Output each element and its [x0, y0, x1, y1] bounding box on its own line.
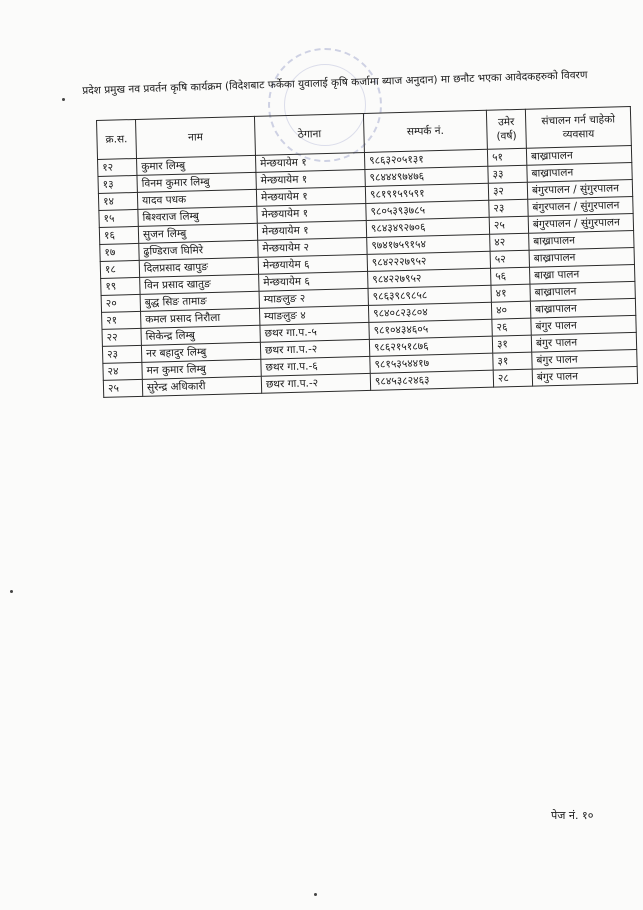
cell-name: ढुण्डिराज घिमिरे — [139, 240, 258, 260]
cell-age: ५१ — [487, 148, 526, 166]
header-sn: क्र.स. — [97, 119, 137, 159]
cell-address: मेन्छयायेम १ — [256, 169, 365, 189]
cell-sn: १८ — [100, 260, 139, 278]
cell-age: २३ — [489, 199, 528, 217]
cell-age: २८ — [493, 369, 532, 387]
cell-phone: ९८१५३५४४१७ — [370, 353, 493, 373]
cell-business: बाख्रापालन — [527, 162, 632, 182]
scan-speck — [314, 893, 317, 896]
cell-phone: ९८६३२०५१३१ — [364, 149, 487, 169]
cell-name: बुद्ध सिङ तामाङ — [140, 291, 259, 311]
cell-age: ३१ — [493, 352, 532, 370]
cell-phone: ९८४४४९७४७६ — [365, 166, 488, 186]
cell-business: बंगुरपालन / सुंगुरपालन — [527, 179, 632, 199]
cell-name: दिलप्रसाद खापुङ — [139, 257, 258, 277]
cell-phone: ९८१९१५९५९१ — [365, 183, 488, 203]
cell-age: २५ — [489, 216, 528, 234]
cell-business: बाख्रापालन — [526, 145, 631, 165]
cell-phone: ९८०५३९३७८५ — [366, 200, 489, 220]
cell-business: बाख्रा पालन — [530, 264, 635, 284]
header-business — [525, 107, 631, 149]
cell-name: नर बहादुर लिम्बु — [141, 342, 260, 362]
cell-phone: ९८४३४९२७०६ — [366, 217, 489, 237]
cell-address: मेन्छयायेम १ — [257, 203, 366, 223]
cell-name: बिश्वराज लिम्बु — [138, 206, 257, 226]
cell-name: सुजन लिम्बु — [138, 223, 257, 243]
header-address: ठेगाना — [254, 113, 364, 155]
cell-business: बाख्रापालन — [530, 298, 635, 318]
cell-phone: ९८४२२७९५२ — [368, 268, 491, 288]
cell-business: बंगुर पालन — [531, 315, 636, 335]
header-name: नाम — [135, 116, 255, 158]
cell-business: बंगुरपालन / सुंगुरपालन — [528, 196, 633, 216]
cell-name: सिकेन्द्र लिम्बु — [141, 325, 260, 345]
header-business-line2: व्यवसाय — [562, 127, 595, 141]
cell-phone: ९८१०४३४६०५ — [369, 319, 492, 339]
cell-sn: २३ — [102, 345, 141, 363]
cell-name: मन कुमार लिम्बु — [142, 359, 261, 379]
cell-age: ५२ — [490, 250, 529, 268]
cell-address: छथर गा.प.-६ — [261, 356, 370, 376]
cell-address: मेन्छयायेम २ — [258, 237, 367, 257]
cell-phone: ९८४५३८२४६३ — [370, 370, 493, 390]
applicants-table-container — [96, 106, 638, 398]
cell-age: ४० — [491, 301, 530, 319]
cell-business: बाख्रापालन — [529, 230, 634, 250]
cell-address: मेन्छयायेम १ — [255, 152, 364, 172]
cell-address: मेन्छयायेम १ — [256, 186, 365, 206]
table-body — [98, 145, 638, 397]
cell-sn: २० — [101, 294, 140, 312]
cell-sn: १२ — [98, 158, 137, 176]
cell-age: २६ — [492, 318, 531, 336]
cell-age: ३२ — [488, 182, 527, 200]
cell-age: ३१ — [492, 335, 531, 353]
cell-business: बंगुरपालन / सुंगुरपालन — [528, 213, 633, 233]
header-age-line2: (वर्ष) — [496, 129, 517, 143]
cell-name: सुरेन्द्र अधिकारी — [142, 376, 261, 396]
page-number: पेज नं. १० — [551, 809, 594, 822]
cell-address: म्याङलुङ २ — [259, 288, 368, 308]
cell-phone: ९८४०८२३८०४ — [368, 302, 491, 322]
cell-business: बाख्रापालन — [530, 281, 635, 301]
header-age-line1: उमेर — [497, 116, 515, 129]
cell-age: ५६ — [491, 267, 530, 285]
cell-sn: १५ — [99, 209, 138, 227]
header-business-line1: संचालन गर्न चाहेको — [541, 113, 616, 128]
cell-name: कुमार लिम्बु — [137, 155, 256, 175]
cell-sn: २४ — [103, 362, 142, 380]
header-phone: सम्पर्क नं. — [363, 110, 487, 152]
cell-sn: १७ — [100, 243, 139, 261]
document-title: प्रदेश प्रमुख नव प्रवर्तन कृषि कार्यक्रम (विदेशबाट फर्केका युवालाई कृषि कर्जामा ब्याज अनुदान) मा छनौट भएका आवेदकहरुको विवरण — [82, 69, 588, 97]
cell-sn: २५ — [103, 379, 142, 397]
applicants-table — [96, 106, 638, 398]
cell-address: मेन्छयायेम ६ — [258, 254, 367, 274]
cell-address: मेन्छयायेम ६ — [259, 271, 368, 291]
cell-sn: १३ — [98, 175, 137, 193]
cell-name: कमल प्रसाद निरौला — [141, 308, 260, 328]
cell-age: ३३ — [488, 165, 527, 183]
cell-business: बंगुर पालन — [532, 349, 637, 369]
cell-sn: १४ — [98, 192, 137, 210]
cell-business: बंगुर पालन — [532, 366, 637, 386]
cell-age: ४२ — [490, 233, 529, 251]
header-age — [486, 109, 526, 149]
cell-business: बंगुर पालन — [531, 332, 636, 352]
scan-speck — [10, 590, 13, 593]
cell-age: ४१ — [491, 284, 530, 302]
cell-phone: ९८६३९८९८५८ — [368, 285, 491, 305]
cell-phone: ९८६२१५१८७६ — [369, 336, 492, 356]
cell-name: विन प्रसाद खातुङ — [140, 274, 259, 294]
scan-speck — [62, 98, 65, 101]
cell-name: विनम कुमार लिम्बु — [137, 172, 256, 192]
cell-address: छथर गा.प.-२ — [261, 373, 370, 393]
cell-address: छथर गा.प.-५ — [260, 322, 369, 342]
cell-name: यादव पधक — [137, 189, 256, 209]
cell-phone: ९७४१७५९१५४ — [367, 234, 490, 254]
cell-phone: ९८४२२२७९५२ — [367, 251, 490, 271]
cell-sn: १९ — [101, 277, 140, 295]
cell-sn: २१ — [102, 311, 141, 329]
cell-business: बाख्रापालन — [529, 247, 634, 267]
cell-address: मेन्छयायेम १ — [257, 220, 366, 240]
cell-sn: २२ — [102, 328, 141, 346]
cell-sn: १६ — [99, 226, 138, 244]
cell-address: छथर गा.प.-२ — [260, 339, 369, 359]
cell-address: म्याङलुङ ४ — [259, 305, 368, 325]
